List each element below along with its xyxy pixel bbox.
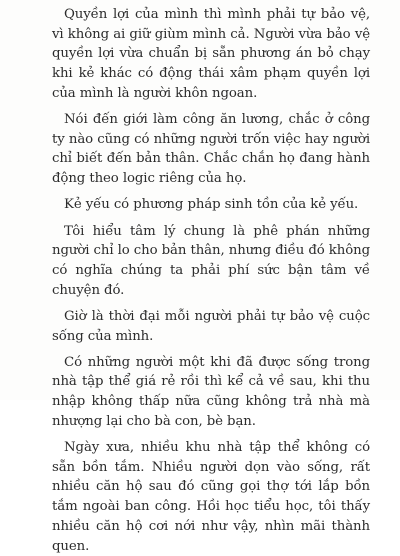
paragraph-6: Có những người một khi đã được sống trong nhà tập thể giá rẻ rồi thì kể cả về sau, khi thu nhập không thấp nữa cũng không trả nhà mà nhượng lại cho bà con, bè bạn. [52,354,370,429]
paragraph-5: Giờ là thời đại mỗi người phải tự bảo vệ cuộc sống của mình. [52,308,370,344]
body-text [52,5,370,556]
paragraph-2: Nói đến giới làm công ăn lương, chắc ở công ty nào cũng có những người trốn việc hay người chỉ biết đến bản thân. Chắc chắn họ đang hành động theo logic riêng của họ. [52,112,370,187]
paragraph-4: Tôi hiểu tâm lý chung là phê phán những người chỉ lo cho bản thân, nhưng điều đó không có nghĩa chúng ta phải phí sức bận tâm về chuyện đó. [52,223,370,298]
paragraph-3: Kẻ yếu có phương pháp sinh tồn của kẻ yếu. [64,197,359,213]
paragraph-7: Ngày xưa, nhiều khu nhà tập thể không có sẵn bồn tắm. Nhiều người dọn vào sống, rất nhiều căn hộ sau đó cũng gọi thợ tới lắp bồn tắm ngoài ban công. Hồi học tiểu học, tôi thấy nhiều căn hộ cơi nới như vậy, nhìn mãi thành quen. [52,440,370,554]
paragraph-1: Quyền lợi của mình thì mình phải tự bảo vệ, vì không ai giữ giùm mình cả. Người vừa bảo vệ quyền lợi vừa chuẩn bị sẵn phương án bỏ chạy khi kẻ khác có động thái xâm phạm quyền lợi của mình là người khôn ngoan. [52,7,370,101]
